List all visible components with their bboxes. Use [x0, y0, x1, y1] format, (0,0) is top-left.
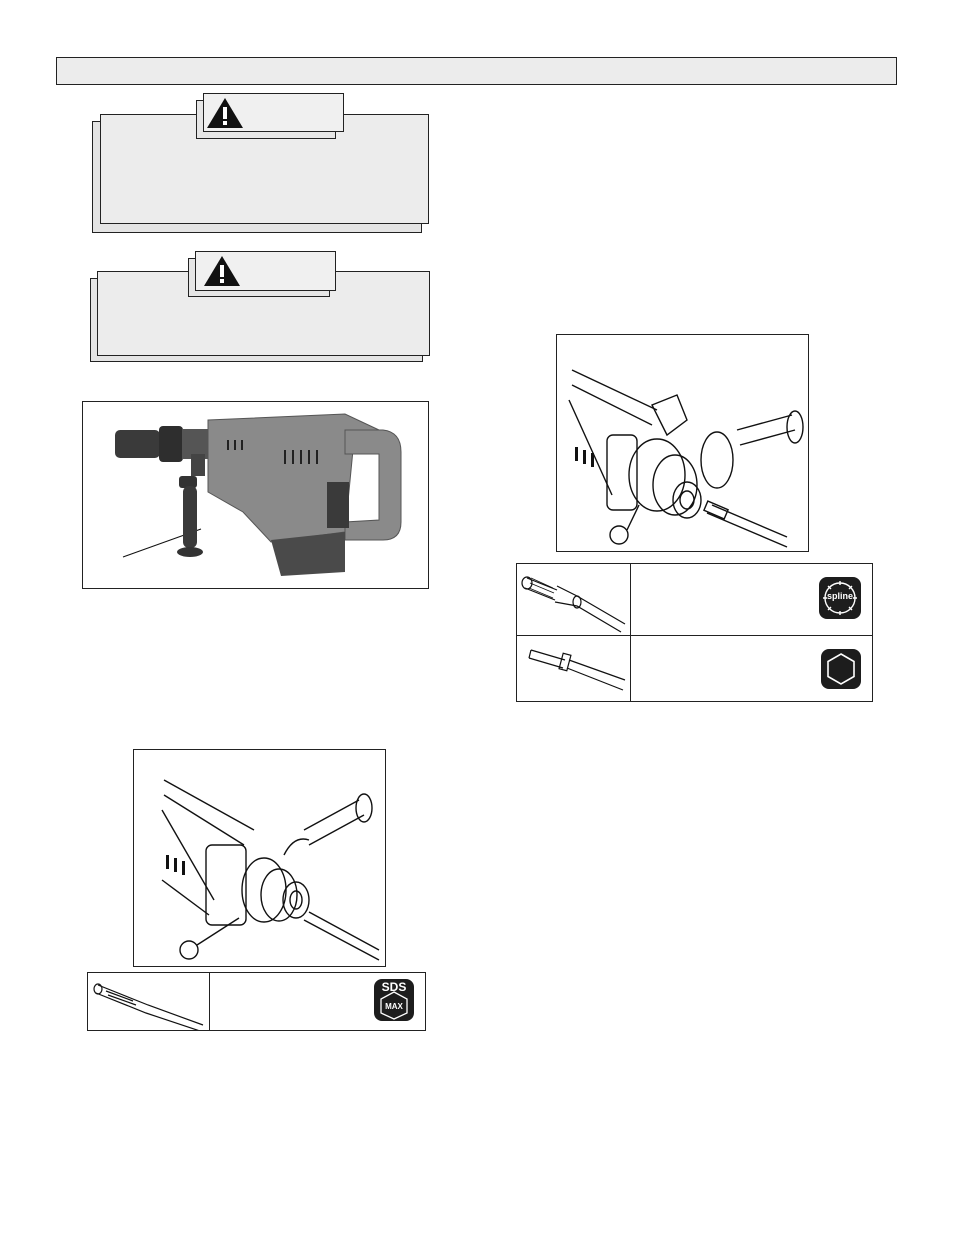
sds-max-symbol-sublabel: MAX: [385, 1002, 403, 1011]
sds-max-symbol-icon: [374, 979, 414, 1021]
sds-max-chuck-illustration: [134, 750, 385, 966]
warning-tab-2: [195, 251, 336, 291]
hex-bit-image-cell: [517, 636, 631, 701]
figure-spline-hex-chuck: [556, 334, 809, 552]
sds-max-symbol-label: SDS: [381, 980, 407, 994]
spline-shank-bit-icon: [517, 564, 629, 634]
figure-rotary-hammer-side-handle: [82, 401, 429, 589]
spline-hex-chuck-illustration: [557, 335, 808, 551]
sds-max-bit-text-cell: [210, 973, 370, 1030]
warning-triangle-icon: [202, 254, 242, 288]
rotary-hammer-illustration: [83, 402, 428, 588]
section-header-bar: [56, 57, 897, 85]
hex-shank-bit-icon: [517, 636, 629, 701]
spline-symbol-label: spline: [826, 591, 853, 601]
warning-triangle-icon: [205, 96, 245, 130]
spline-bit-text-cell: [631, 564, 811, 636]
sds-max-bit-image-cell: [88, 973, 210, 1030]
spline-symbol-icon: [819, 577, 861, 619]
hex-symbol-icon: [821, 649, 861, 689]
figure-sds-max-chuck: [133, 749, 386, 967]
warning-tab-1: [203, 93, 344, 132]
sds-max-shank-bit-icon: [88, 973, 208, 1030]
spline-bit-image-cell: [517, 564, 631, 636]
spline-hex-bit-table: [516, 563, 873, 702]
hex-bit-text-cell: [631, 636, 811, 701]
sds-max-bit-table: [87, 972, 426, 1031]
